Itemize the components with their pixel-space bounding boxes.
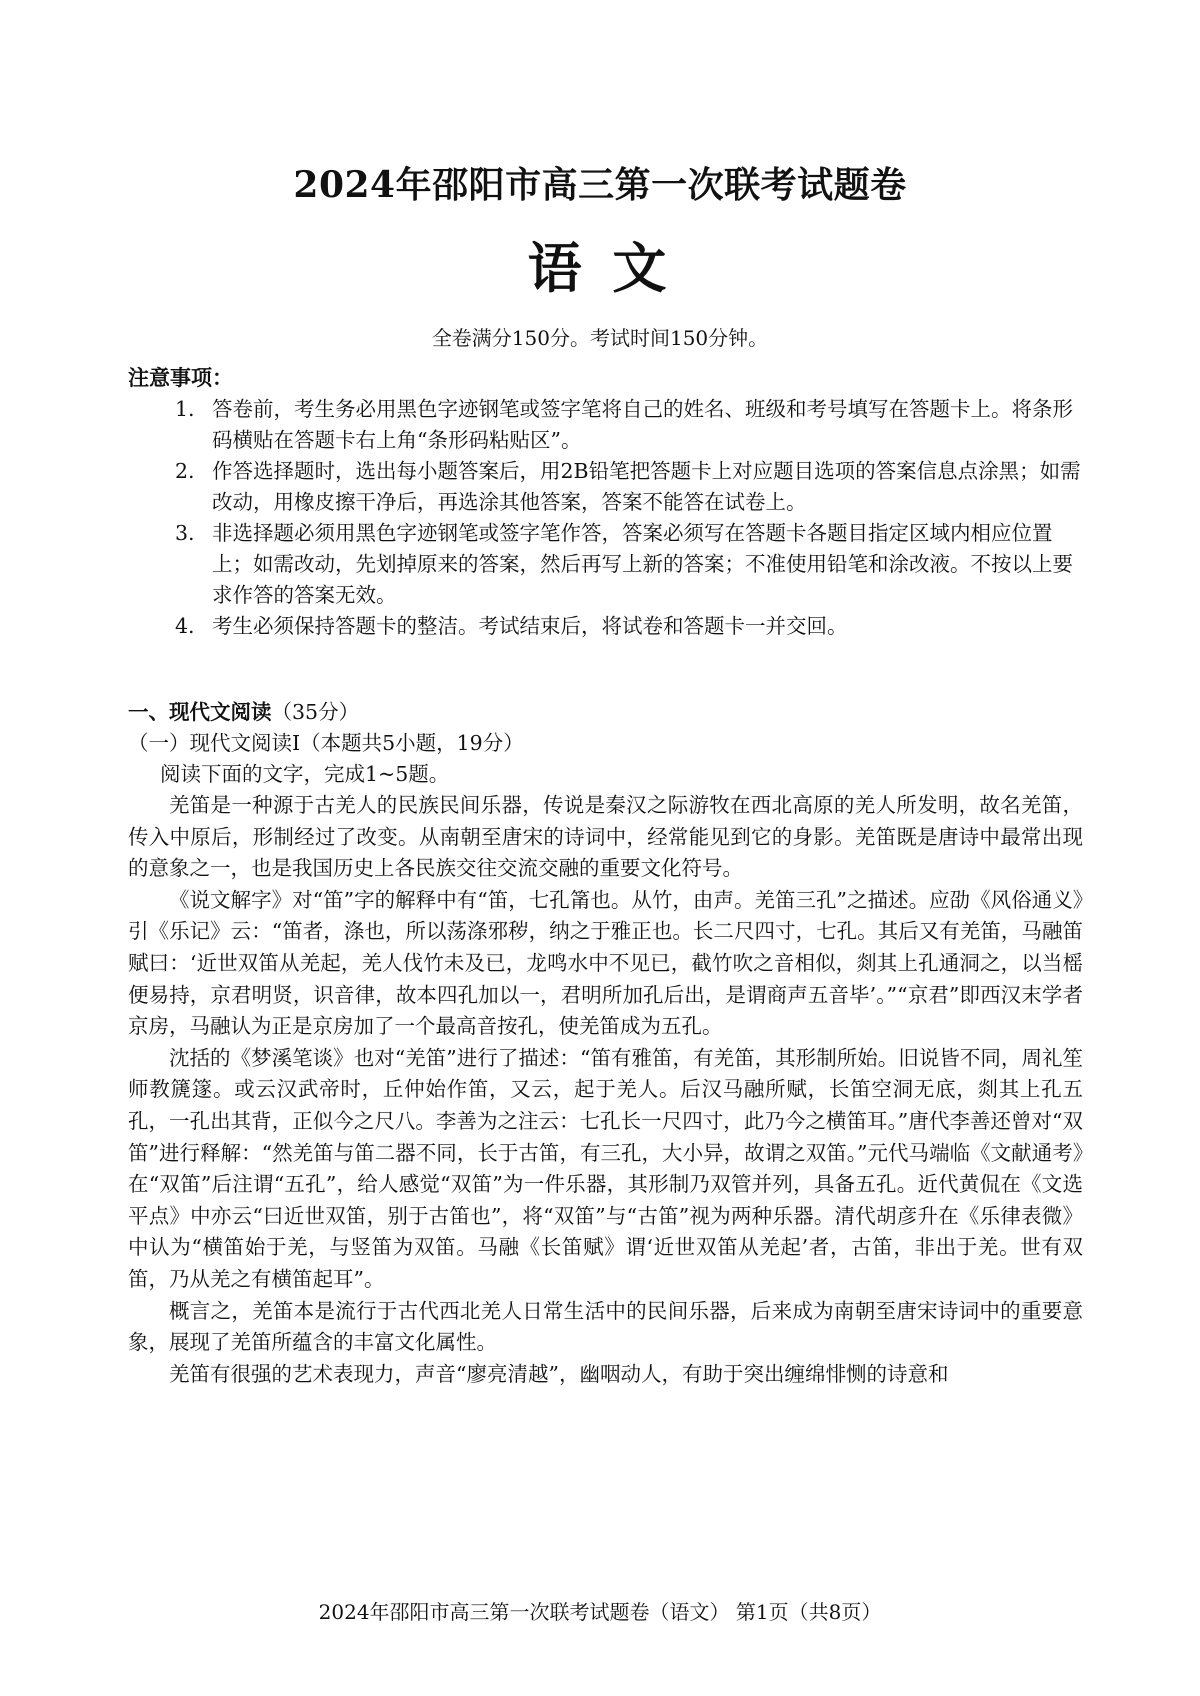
note-text: 作答选择题时，选出每小题答案后，用2B铅笔把答题卡上对应题目选项的答案信息点涂黑；如需改动，用橡皮擦干净后，再选涂其他答案，答案不能答在试卷上。 [212, 459, 1081, 514]
section-heading [128, 697, 359, 728]
note-text: 答卷前，考生务必用黑色字迹钢笔或签字笔将自己的姓名、班级和考号填写在答题卡上。将条形码横贴在答题卡右上角“条形码粘贴区”。 [212, 397, 1073, 452]
passage-paragraph: 羌笛是一种源于古羌人的民族民间乐器，传说是秦汉之际游牧在西北高原的羌人所发明，故名羌笛，传入中原后，形制经过了改变。从南朝至唐宋的诗词中，经常能见到它的身影。羌笛既是唐诗中最常出现的意象之一，也是我国历史上各民族交往交流交融的重要文化符号。 [128, 793, 1083, 881]
note-number: 1. [175, 397, 195, 421]
subsection-heading: （一）现代文阅读Ⅰ（本题共5小题，19分） [128, 731, 524, 755]
note-item [128, 611, 1083, 642]
note-item [128, 456, 1083, 518]
passage-paragraph: 羌笛有很强的艺术表现力，声音“廖亮清越”，幽咽动人，有助于突出缠绵悱恻的诗意和 [169, 1361, 949, 1386]
reading-instruction: 阅读下面的文字，完成1~5题。 [160, 762, 450, 786]
passage-paragraph: 概言之，羌笛本是流行于古代西北羌人日常生活中的民间乐器，后来成为南朝至唐宋诗词中的重要意象，展现了羌笛所蕴含的丰富文化属性。 [128, 1298, 1083, 1355]
reading-passage [128, 790, 1083, 1390]
note-text: 非选择题必须用黑色字迹钢笔或签字笔作答，答案必须写在答题卡各题目指定区域内相应位置上；如需改动，先划掉原来的答案，然后再写上新的答案；不准使用铅笔和涂改液。不按以上要求作答的答案无效。 [212, 521, 1073, 607]
note-item [128, 518, 1083, 611]
section-title: 一、现代文阅读 [128, 700, 272, 724]
page-footer: 2024年邵阳市高三第一次联考试题卷（语文） 第1页（共8页） [318, 1600, 882, 1624]
subject-title: 语 文 [527, 236, 673, 300]
note-number: 4. [175, 614, 195, 638]
section-score: （35分） [271, 700, 360, 724]
note-number: 3. [175, 521, 195, 545]
notes-title: 注意事项： [128, 366, 233, 390]
score-info: 全卷满分150分。考试时间150分钟。 [431, 326, 769, 350]
exam-title: 2024年邵阳市高三第一次联考试题卷 [293, 164, 907, 206]
notes-list [128, 394, 1083, 642]
passage-paragraph: 沈括的《梦溪笔谈》也对“羌笛”进行了描述：“笛有雅笛，有羌笛，其形制所始。旧说皆不同，周礼笙师教篪篴。或云汉武帝时，丘仲始作笛，又云，起于羌人。后汉马融所赋，长笛空洞无底，剡其上孔五孔，一孔出其背，正似今之尺八。李善为之注云：七孔长一尺四寸，此乃今之横笛耳。”唐代李善还曾对“双笛”进行释解：“然羌笛与笛二器不同，长于古笛，有三孔，大小异，故谓之双笛。”元代马端临《文献通考》在“双笛”后注谓“五孔”，给人感觉“双笛”为一件乐器，其形制乃双管并列，具备五孔。近代黄侃在《文选平点》中亦云“曰近世双笛，别于古笛也”，将“双笛”与“古笛”视为两种乐器。清代胡彦升在《乐律表微》中认为“横笛始于羌，与竖笛为双笛。马融《长笛赋》谓‘近世双笛从羌起’者，古笛，非出于羌。世有双笛，乃从羌之有横笛起耳”。 [128, 1045, 1083, 1291]
note-number: 2. [175, 459, 195, 483]
note-item [128, 394, 1083, 456]
passage-paragraph: 《说文解字》对“笛”字的解释中有“笛，七孔筩也。从竹，由声。羌笛三孔”之描述。应劭《风俗通义》引《乐记》云：“笛者，涤也，所以荡涤邪秽，纳之于雅正也。长二尺四寸，七孔。其后又有羌笛，马融笛赋曰：‘近世双笛从羌起，羌人伐竹未及已，龙鸣水中不见已，截竹吹之音相似，剡其上孔通洞之，以当榣便易持，京君明贤，识音律，故本四孔加以一，君明所加孔后出，是谓商声五音毕’。”“京君”即西汉末学者京房，马融认为正是京房加了一个最高音按孔，使羌笛成为五孔。 [128, 887, 1083, 1039]
note-text: 考生必须保持答题卡的整洁。考试结束后，将试卷和答题卡一并交回。 [212, 614, 848, 638]
